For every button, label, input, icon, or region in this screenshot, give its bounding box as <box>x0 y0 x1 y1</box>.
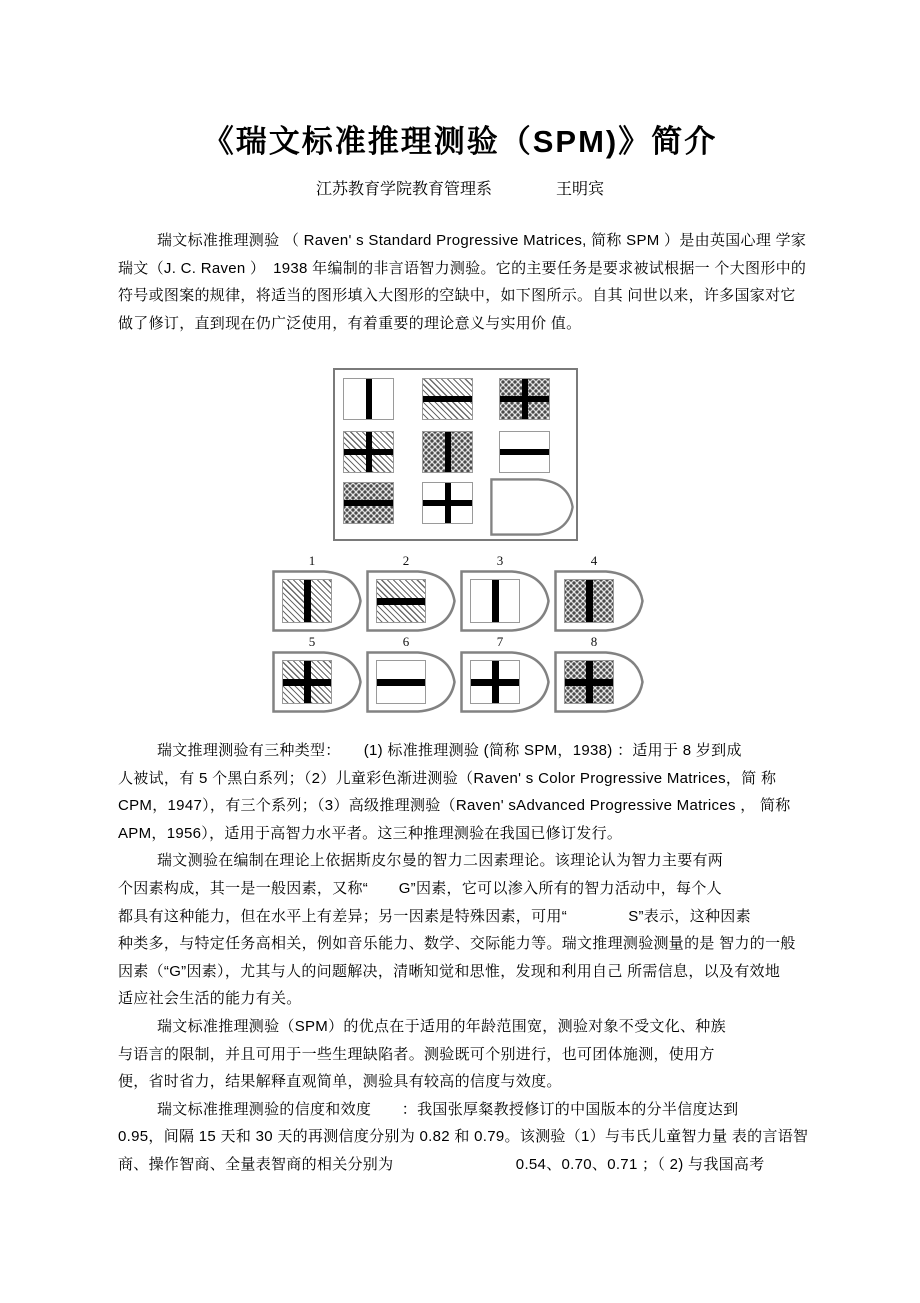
answer-option <box>460 634 550 713</box>
text-line: 个因素构成，其一是一般因素，又称“ G”因素，它可以渗入所有的智力活动中，每个人 <box>118 879 722 897</box>
text-line: 瑞文测验在编制在理论上依据斯皮尔曼的智力二因素理论。该理论认为智力主要有两 <box>157 852 724 870</box>
option-number: 7 <box>496 634 504 649</box>
answer-option <box>554 553 644 632</box>
option-number: 2 <box>402 553 410 568</box>
vertical-bar <box>586 580 593 622</box>
horizontal-bar <box>423 396 472 402</box>
text-line: 瑞文推理测验有三种类型： (1) 标准推理测验 (简称 SPM，1938) ：适用于 8 岁到成 <box>157 742 742 759</box>
vertical-bar <box>445 432 451 472</box>
text-line: CPM，1947），有三个系列；（3）高级推理测验（Raven' sAdvanced Progressive Matrices ， 简称 <box>118 797 791 815</box>
matrix-cell <box>422 431 473 473</box>
horizontal-bar <box>377 598 425 605</box>
matrix-cell <box>499 431 550 473</box>
option-number: 6 <box>402 634 410 649</box>
option-number: 5 <box>308 634 316 649</box>
option-number: 4 <box>590 553 598 568</box>
text-line: 便，省时省力，结果解释直观简单，测验具有较高的信度与效度。 <box>118 1073 562 1091</box>
text-line: 瑞文标准推理测验的信度和效度 ：我国张厚粲教授修订的中国版本的分半信度达到 <box>157 1100 739 1118</box>
text-line: 瑞文标准推理测验 （ Raven' s Standard Progressive Matrices, 简称 SPM ）是由英国心理 学家 <box>157 232 807 249</box>
matrix-answer-slot <box>490 478 574 536</box>
option-pattern <box>282 660 332 704</box>
option-pattern <box>282 579 332 623</box>
body-paragraph-2 <box>118 847 824 1013</box>
text-line: 商、操作智商、全量表智商的相关分别为 0.54、0.70、0.71 ；（ 2) 与我国高考 <box>118 1155 765 1173</box>
text-line: 与语言的限制，并且可用于一些生理缺陷者。测验既可个别进行，也可团体施测，使用方 <box>118 1045 715 1063</box>
text-line: 符号或图案的规律，将适当的图形填入大图形的空缺中，如下图所示。自其 问世以来，许多国家对它 <box>118 287 796 305</box>
option-shape <box>554 570 644 632</box>
option-pattern <box>564 579 614 623</box>
text-line: 因素（“G”因素），尤其与人的问题解决，清晰知觉和思惟，发现和利用自己 所需信息，以及有效地 <box>118 962 781 980</box>
vertical-bar <box>304 580 311 622</box>
vertical-bar <box>492 580 499 622</box>
option-shape <box>460 651 550 713</box>
option-pattern <box>376 579 426 623</box>
text-line: 适应社会生活的能力有关。 <box>118 990 302 1008</box>
body-paragraph-3 <box>118 1013 824 1096</box>
horizontal-bar <box>377 679 425 686</box>
option-shape <box>366 651 456 713</box>
horizontal-bar <box>471 679 519 686</box>
answer-option <box>554 634 644 713</box>
matrix-cell <box>422 378 473 420</box>
vertical-bar <box>366 379 372 419</box>
option-number: 1 <box>308 553 316 568</box>
author-byline: 江苏教育学院教育管理系 王明宾 <box>315 181 604 198</box>
horizontal-bar <box>565 679 613 686</box>
matrix-cell <box>422 482 473 524</box>
matrix-cell <box>343 378 394 420</box>
horizontal-bar <box>344 500 393 506</box>
option-pattern <box>376 660 426 704</box>
option-shape <box>272 570 362 632</box>
option-number: 3 <box>496 553 504 568</box>
text-line: 人被试，有 5 个黑白系列；（2）儿童彩色渐进测验（Raven' s Color Progressive Matrices，简 称 <box>118 769 777 787</box>
option-pattern <box>564 660 614 704</box>
matrix-cell <box>343 431 394 473</box>
text-line: 种类多，与特定任务高相关，例如音乐能力、数学、交际能力等。瑞文推理测验测量的是 智力的一般 <box>118 935 796 953</box>
text-line: 0.95，间隔 15 天和 30 天的再测信度分别为 0.82 和 0.79。该测验（1）与韦氏儿童智力量 表的言语智 <box>118 1128 809 1146</box>
option-shape <box>272 651 362 713</box>
text-line: 瑞文标准推理测验（SPM）的优点在于适用的年龄范围宽，测验对象不受文化、种族 <box>157 1017 726 1035</box>
option-pattern <box>470 579 520 623</box>
option-shape <box>366 570 456 632</box>
text-line: 做了修订，直到现在仍广泛使用，有着重要的理论意义与实用价 值。 <box>118 314 582 332</box>
answer-option <box>272 634 362 713</box>
option-pattern <box>470 660 520 704</box>
horizontal-bar <box>500 449 549 455</box>
body-paragraph-4 <box>118 1096 824 1179</box>
horizontal-bar <box>344 449 393 455</box>
answer-option <box>272 553 362 632</box>
option-shape <box>554 651 644 713</box>
option-shape <box>460 570 550 632</box>
text-line: 瑞文（J. C. Raven ） 1938 年编制的非言语智力测验。它的主要任务是要求被试根据一 个大图形中的 <box>118 259 807 277</box>
horizontal-bar <box>283 679 331 686</box>
text-line: 都具有这种能力，但在水平上有差异；另一因素是特殊因素，可用“ S”表示，这种因素 <box>118 907 751 925</box>
matrix-figure <box>333 368 578 541</box>
body-text-block <box>118 737 824 1179</box>
horizontal-bar <box>423 500 472 506</box>
matrix-cell <box>343 482 394 524</box>
text-line: APM，1956），适用于高智力水平者。这三种推理测验在我国已修订发行。 <box>118 824 623 842</box>
answer-option <box>366 634 456 713</box>
answer-option <box>460 553 550 632</box>
option-number: 8 <box>590 634 598 649</box>
document-title: 《瑞文标准推理测验（SPM)》简介 <box>202 124 718 159</box>
body-paragraph-1 <box>118 737 824 847</box>
horizontal-bar <box>500 396 549 402</box>
matrix-cell <box>499 378 550 420</box>
answer-option <box>366 553 456 632</box>
